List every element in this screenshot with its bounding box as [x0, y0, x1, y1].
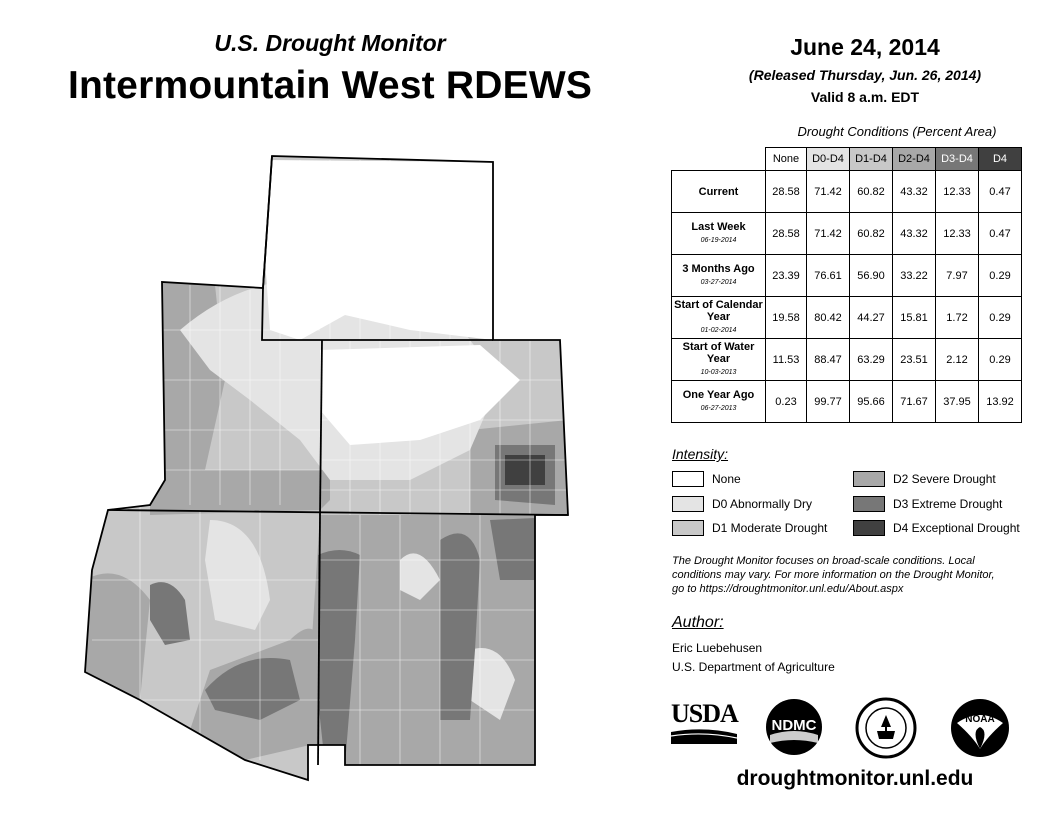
table-cell: 80.42 — [807, 297, 850, 339]
col-header-none: None — [766, 148, 807, 171]
table-cell: 0.47 — [979, 171, 1022, 213]
row-label-text: Start of Calendar Year — [674, 298, 763, 323]
legend-item-d0 — [672, 495, 812, 513]
ndmc-logo-text: NDMC — [771, 717, 817, 734]
table-cell: 43.32 — [893, 171, 936, 213]
row-label — [672, 297, 766, 339]
table-cell: 0.29 — [979, 339, 1022, 381]
row-date: 10-03-2013 — [700, 368, 737, 376]
table-cell: 76.61 — [807, 255, 850, 297]
row-label-text: 3 Months Ago — [682, 262, 755, 275]
row-date: 06-19-2014 — [700, 236, 737, 244]
col-header-d4: D4 — [979, 148, 1022, 171]
table-cell: 11.53 — [766, 339, 807, 381]
none-area-wyoming — [265, 160, 493, 340]
legend-item-d4 — [853, 519, 1020, 537]
website-link[interactable]: droughtmonitor.unl.edu — [736, 767, 974, 790]
legend-swatch — [853, 471, 885, 487]
legend-label: D4 Exceptional Drought — [893, 521, 1020, 535]
table-header-blank — [672, 148, 766, 171]
author-name: Eric Luebehusen — [672, 641, 763, 655]
table-cell: 88.47 — [807, 339, 850, 381]
legend-item-d2 — [853, 470, 996, 488]
release-date: (Released Thursday, Jun. 26, 2014) — [748, 67, 982, 83]
row-label — [672, 339, 766, 381]
map-title: Intermountain West RDEWS — [67, 64, 593, 107]
legend-swatch — [672, 471, 704, 487]
table-cell: 15.81 — [893, 297, 936, 339]
ndmc-logo — [764, 697, 824, 757]
usda-logo — [671, 700, 737, 748]
table-cell: 37.95 — [936, 381, 979, 423]
table-cell: 99.77 — [807, 381, 850, 423]
table-cell: 33.22 — [893, 255, 936, 297]
table-cell: 0.23 — [766, 381, 807, 423]
noaa-logo-text: NOAA — [965, 714, 995, 725]
row-label — [672, 213, 766, 255]
legend-item-d1 — [672, 519, 827, 537]
author-organization: U.S. Department of Agriculture — [672, 660, 835, 674]
noaa-logo — [949, 697, 1011, 759]
legend-swatch — [672, 496, 704, 512]
table-cell: 44.27 — [850, 297, 893, 339]
row-date: 03-27-2014 — [700, 278, 737, 286]
table-cell: 28.58 — [766, 171, 807, 213]
col-header-d1-d4: D1-D4 — [850, 148, 893, 171]
commerce-seal-logo — [855, 697, 917, 759]
usda-logo-text: USDA — [671, 699, 738, 728]
noaa-logo-circle — [949, 697, 1011, 759]
table-cell: 12.33 — [936, 213, 979, 255]
legend-swatch — [672, 520, 704, 536]
table-cell: 23.51 — [893, 339, 936, 381]
col-header-d3-d4: D3-D4 — [936, 148, 979, 171]
table-cell: 23.39 — [766, 255, 807, 297]
row-label-text: One Year Ago — [682, 388, 755, 401]
table-cell: 13.92 — [979, 381, 1022, 423]
valid-time: Valid 8 a.m. EDT — [810, 89, 920, 105]
row-label-text: Current — [698, 185, 739, 198]
table-cell: 19.58 — [766, 297, 807, 339]
table-row — [672, 171, 1022, 213]
table-cell: 2.12 — [936, 339, 979, 381]
legend-item-d3 — [853, 495, 1002, 513]
d4-area-colorado-se — [505, 455, 545, 485]
author-heading: Author: — [672, 614, 724, 631]
legend-label: None — [712, 472, 741, 486]
row-label — [672, 381, 766, 423]
table-cell: 71.42 — [807, 213, 850, 255]
table-caption: Drought Conditions (Percent Area) — [797, 124, 997, 139]
table-row — [672, 381, 1022, 423]
legend-item-none — [672, 470, 741, 488]
table-cell: 0.29 — [979, 255, 1022, 297]
table-cell: 60.82 — [850, 171, 893, 213]
table-cell: 95.66 — [850, 381, 893, 423]
table-cell: 71.42 — [807, 171, 850, 213]
table-cell: 71.67 — [893, 381, 936, 423]
commerce-seal — [855, 697, 917, 759]
table-cell: 1.72 — [936, 297, 979, 339]
legend-label: D1 Moderate Drought — [712, 521, 828, 535]
table-header-row — [672, 148, 1022, 171]
row-date: 06-27-2013 — [700, 404, 737, 412]
table-row — [672, 297, 1022, 339]
table-cell: 12.33 — [936, 171, 979, 213]
map-subtitle: U.S. Drought Monitor — [214, 30, 446, 56]
d2-area-utah-south — [150, 470, 330, 515]
table-cell: 0.29 — [979, 297, 1022, 339]
table-cell: 0.47 — [979, 213, 1022, 255]
drought-conditions-table — [671, 147, 1022, 423]
disclaimer-note: The Drought Monitor focuses on broad-scale conditions. Local conditions may vary. For more information on the Drought Monitor, go to https://droughtmonitor.unl.edu/About.aspx — [672, 555, 995, 595]
row-label — [672, 255, 766, 297]
table-cell: 60.82 — [850, 213, 893, 255]
legend-label: D3 Extreme Drought — [893, 497, 1003, 511]
legend-swatch — [853, 496, 885, 512]
col-header-d2-d4: D2-D4 — [893, 148, 936, 171]
row-label-text: Start of Water Year — [682, 340, 755, 365]
table-row — [672, 339, 1022, 381]
table-cell: 28.58 — [766, 213, 807, 255]
table-cell: 56.90 — [850, 255, 893, 297]
legend-label: D2 Severe Drought — [893, 472, 996, 486]
col-header-d0-d4: D0-D4 — [807, 148, 850, 171]
map-date: June 24, 2014 — [790, 34, 940, 60]
legend-title: Intensity: — [672, 446, 729, 462]
table-cell: 43.32 — [893, 213, 936, 255]
legend-label: D0 Abnormally Dry — [712, 497, 813, 511]
row-date: 01-02-2014 — [700, 326, 737, 334]
legend-swatch — [853, 520, 885, 536]
usda-logo-waves — [671, 728, 737, 744]
row-label — [672, 171, 766, 213]
table-cell: 7.97 — [936, 255, 979, 297]
table-cell: 63.29 — [850, 339, 893, 381]
table-row — [672, 255, 1022, 297]
table-row — [672, 213, 1022, 255]
row-label-text: Last Week — [691, 220, 746, 233]
